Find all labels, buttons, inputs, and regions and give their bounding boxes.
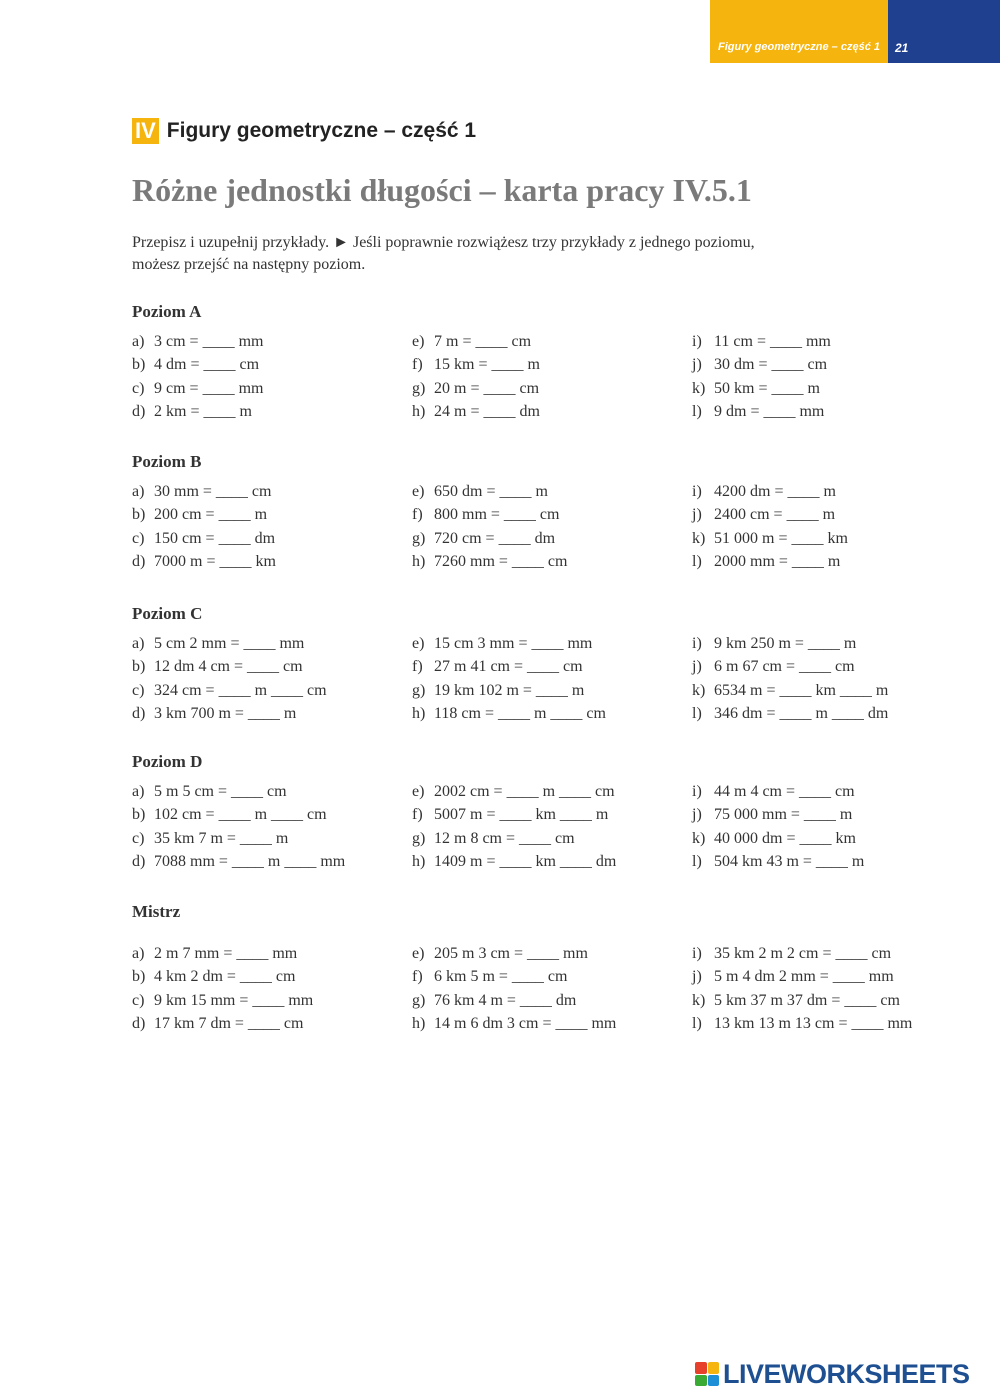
exercise-label: l) bbox=[692, 553, 702, 571]
exercise-text: 5 m 4 dm 2 mm = ____ mm bbox=[714, 968, 894, 986]
exercise-text: 15 km = ____ m bbox=[434, 356, 540, 374]
exercise-item bbox=[412, 503, 567, 526]
exercise-label: f) bbox=[412, 356, 423, 374]
exercise-text: 40 000 dm = ____ km bbox=[714, 829, 856, 847]
exercise-item bbox=[692, 655, 888, 678]
exercise-item bbox=[692, 850, 864, 873]
exercise-column bbox=[132, 330, 263, 424]
page-number: 21 bbox=[895, 41, 909, 55]
exercise-label: h) bbox=[412, 705, 426, 723]
exercise-text: 7 m = ____ cm bbox=[434, 333, 532, 350]
instruction-line-1: Przepisz i uzupełnij przykłady. ► Jeśli poprawnie rozwiążesz trzy przykłady z jednego poziomu, bbox=[132, 234, 755, 251]
exercise-label: k) bbox=[692, 529, 706, 547]
exercise-item bbox=[132, 1012, 313, 1035]
exercise-item bbox=[692, 702, 888, 725]
exercise-item bbox=[412, 780, 616, 803]
exercise-text: 2002 cm = ____ m ____ cm bbox=[434, 783, 615, 800]
exercise-label: i) bbox=[692, 333, 702, 350]
exercise-item bbox=[132, 989, 313, 1012]
exercise-item bbox=[132, 527, 276, 550]
header-yellow-band bbox=[710, 0, 888, 63]
exercise-item bbox=[692, 780, 864, 803]
exercise-label: j) bbox=[692, 658, 702, 676]
exercise-text: 30 mm = ____ cm bbox=[154, 483, 272, 500]
exercise-label: l) bbox=[692, 1015, 702, 1033]
exercise-item bbox=[132, 400, 263, 423]
exercise-item bbox=[412, 1012, 616, 1035]
exercise-item bbox=[412, 702, 606, 725]
exercise-text: 5007 m = ____ km ____ m bbox=[434, 806, 609, 824]
exercise-text: 44 m 4 cm = ____ cm bbox=[714, 783, 855, 800]
level-section bbox=[132, 900, 952, 1042]
exercise-text: 30 dm = ____ cm bbox=[714, 356, 828, 374]
exercise-label: e) bbox=[412, 333, 425, 350]
level-title: Poziom B bbox=[132, 452, 202, 471]
instruction-line-2: możesz przejść na następny poziom. bbox=[132, 256, 366, 273]
exercise-text: 150 cm = ____ dm bbox=[154, 529, 276, 547]
exercise-item bbox=[132, 827, 345, 850]
exercise-text: 102 cm = ____ m ____ cm bbox=[154, 806, 327, 824]
exercise-text: 324 cm = ____ m ____ cm bbox=[154, 681, 327, 699]
exercise-item bbox=[692, 330, 831, 353]
exercise-text: 2 km = ____ m bbox=[154, 403, 252, 421]
exercise-label: e) bbox=[412, 483, 425, 500]
exercise-label: e) bbox=[412, 945, 425, 962]
exercise-label: j) bbox=[692, 968, 702, 986]
exercise-text: 4 km 2 dm = ____ cm bbox=[154, 968, 296, 986]
level-section bbox=[132, 750, 952, 880]
exercise-column bbox=[412, 780, 616, 874]
exercise-text: 9 km 250 m = ____ m bbox=[714, 635, 857, 652]
exercise-label: d) bbox=[132, 853, 146, 871]
exercise-text: 1409 m = ____ km ____ dm bbox=[434, 853, 617, 871]
exercise-item bbox=[132, 803, 345, 826]
exercise-text: 5 km 37 m 37 dm = ____ cm bbox=[714, 991, 900, 1009]
exercise-label: k) bbox=[692, 681, 706, 699]
exercise-label: i) bbox=[692, 483, 702, 500]
exercise-text: 4 dm = ____ cm bbox=[154, 356, 260, 374]
exercise-text: 720 cm = ____ dm bbox=[434, 529, 556, 547]
exercise-label: h) bbox=[412, 553, 426, 571]
exercise-label: j) bbox=[692, 356, 702, 374]
exercise-item bbox=[412, 965, 616, 988]
exercise-text: 17 km 7 dm = ____ cm bbox=[154, 1015, 304, 1033]
exercise-label: f) bbox=[412, 506, 423, 524]
exercise-text: 2000 mm = ____ m bbox=[714, 553, 841, 571]
exercise-label: f) bbox=[412, 806, 423, 824]
exercise-text: 3 km 700 m = ____ m bbox=[154, 705, 297, 723]
exercise-item bbox=[692, 480, 848, 503]
exercise-label: e) bbox=[412, 635, 425, 652]
exercise-text: 5 cm 2 mm = ____ mm bbox=[154, 635, 305, 652]
exercise-label: i) bbox=[692, 945, 702, 962]
exercise-column bbox=[132, 780, 345, 874]
page-title: Różne jednostki długości – karta pracy IV.5.1 bbox=[132, 172, 752, 208]
exercise-item bbox=[132, 353, 263, 376]
exercise-item bbox=[692, 1012, 912, 1035]
exercise-label: g) bbox=[412, 379, 426, 397]
exercise-text: 51 000 m = ____ km bbox=[714, 529, 848, 547]
exercise-column bbox=[412, 942, 616, 1036]
exercise-label: a) bbox=[132, 945, 145, 962]
exercise-text: 50 km = ____ m bbox=[714, 379, 820, 397]
chapter-title: Figury geometryczne – część 1 bbox=[166, 119, 477, 142]
exercise-label: g) bbox=[412, 991, 426, 1009]
exercise-label: f) bbox=[412, 968, 423, 986]
exercise-label: j) bbox=[692, 806, 702, 824]
liveworksheets-logo bbox=[695, 1359, 970, 1389]
exercise-item bbox=[132, 503, 276, 526]
exercise-item bbox=[412, 989, 616, 1012]
exercise-column bbox=[692, 780, 864, 874]
exercise-label: k) bbox=[692, 991, 706, 1009]
exercise-text: 12 m 8 cm = ____ cm bbox=[434, 829, 575, 847]
exercise-item bbox=[692, 632, 888, 655]
exercise-text: 6 m 67 cm = ____ cm bbox=[714, 658, 855, 676]
exercise-text: 346 dm = ____ m ____ dm bbox=[714, 705, 889, 723]
exercise-label: e) bbox=[412, 783, 425, 800]
level-section bbox=[132, 300, 952, 430]
exercise-text: 9 cm = ____ mm bbox=[154, 379, 264, 397]
level-title: Mistrz bbox=[132, 902, 181, 921]
exercise-item bbox=[132, 679, 327, 702]
exercise-item bbox=[132, 377, 263, 400]
exercise-item bbox=[132, 550, 276, 573]
exercise-item bbox=[692, 550, 848, 573]
exercise-item bbox=[692, 377, 831, 400]
exercise-label: b) bbox=[132, 806, 146, 824]
exercise-label: f) bbox=[412, 658, 423, 676]
exercise-text: 15 cm 3 mm = ____ mm bbox=[434, 635, 593, 652]
chapter-badge: IV bbox=[132, 118, 159, 144]
exercise-item bbox=[692, 942, 912, 965]
running-title: Figury geometryczne – część 1 bbox=[717, 41, 880, 53]
exercise-item bbox=[132, 850, 345, 873]
exercise-item bbox=[132, 632, 327, 655]
exercise-label: b) bbox=[132, 968, 146, 986]
exercise-label: h) bbox=[412, 853, 426, 871]
exercise-column bbox=[692, 632, 888, 726]
exercise-label: c) bbox=[132, 681, 145, 699]
exercise-text: 9 km 15 mm = ____ mm bbox=[154, 991, 314, 1009]
exercise-label: d) bbox=[132, 553, 146, 571]
exercise-text: 2400 cm = ____ m bbox=[714, 506, 836, 524]
exercise-text: 14 m 6 dm 3 cm = ____ mm bbox=[434, 1015, 617, 1033]
exercise-label: l) bbox=[692, 853, 702, 871]
exercise-column bbox=[132, 480, 276, 574]
exercise-label: i) bbox=[692, 783, 702, 800]
exercise-item bbox=[412, 353, 540, 376]
exercise-item bbox=[692, 503, 848, 526]
exercise-item bbox=[412, 550, 567, 573]
level-section bbox=[132, 602, 952, 732]
exercise-item bbox=[412, 942, 616, 965]
exercise-label: g) bbox=[412, 529, 426, 547]
exercise-item bbox=[412, 527, 567, 550]
exercise-item bbox=[412, 827, 616, 850]
exercise-label: k) bbox=[692, 379, 706, 397]
exercise-label: a) bbox=[132, 333, 145, 350]
exercise-text: 13 km 13 m 13 cm = ____ mm bbox=[714, 1015, 913, 1033]
exercise-text: 6534 m = ____ km ____ m bbox=[714, 681, 889, 699]
exercise-item bbox=[132, 702, 327, 725]
logo-mark-icon bbox=[695, 1362, 719, 1386]
exercise-column bbox=[132, 632, 327, 726]
exercise-text: 11 cm = ____ mm bbox=[714, 333, 831, 350]
exercise-item bbox=[132, 480, 276, 503]
exercise-item bbox=[412, 679, 606, 702]
exercise-text: 27 m 41 cm = ____ cm bbox=[434, 658, 583, 676]
exercise-text: 200 cm = ____ m bbox=[154, 506, 268, 524]
exercise-label: g) bbox=[412, 829, 426, 847]
exercise-column bbox=[692, 330, 831, 424]
exercise-item bbox=[132, 330, 263, 353]
exercise-text: 76 km 4 m = ____ dm bbox=[434, 991, 577, 1009]
exercise-column bbox=[412, 632, 606, 726]
exercise-label: b) bbox=[132, 506, 146, 524]
exercise-label: c) bbox=[132, 829, 145, 847]
exercise-text: 3 cm = ____ mm bbox=[154, 333, 264, 350]
exercise-label: l) bbox=[692, 403, 702, 421]
level-title: Poziom A bbox=[132, 302, 202, 321]
exercise-text: 75 000 mm = ____ m bbox=[714, 806, 853, 824]
exercise-label: c) bbox=[132, 529, 145, 547]
exercise-item bbox=[412, 655, 606, 678]
exercise-label: d) bbox=[132, 403, 146, 421]
exercise-text: 118 cm = ____ m ____ cm bbox=[434, 705, 606, 723]
exercise-item bbox=[692, 965, 912, 988]
exercise-text: 2 m 7 mm = ____ mm bbox=[154, 945, 298, 962]
exercise-item bbox=[412, 803, 616, 826]
exercise-item bbox=[412, 377, 540, 400]
exercise-text: 24 m = ____ dm bbox=[434, 403, 540, 421]
exercise-text: 7260 mm = ____ cm bbox=[434, 553, 568, 571]
exercise-text: 9 dm = ____ mm bbox=[714, 403, 825, 421]
exercise-text: 504 km 43 m = ____ m bbox=[714, 853, 865, 871]
exercise-label: g) bbox=[412, 681, 426, 699]
exercise-item bbox=[412, 850, 616, 873]
chapter-heading bbox=[132, 116, 476, 146]
exercise-text: 205 m 3 cm = ____ mm bbox=[434, 945, 588, 962]
exercise-label: h) bbox=[412, 403, 426, 421]
level-section bbox=[132, 450, 952, 580]
exercise-item bbox=[132, 942, 313, 965]
exercise-text: 20 m = ____ cm bbox=[434, 379, 540, 397]
exercise-text: 12 dm 4 cm = ____ cm bbox=[154, 658, 303, 676]
exercise-item bbox=[692, 803, 864, 826]
exercise-label: d) bbox=[132, 705, 146, 723]
exercise-item bbox=[412, 400, 540, 423]
exercise-item bbox=[412, 480, 567, 503]
exercise-item bbox=[132, 780, 345, 803]
exercise-item bbox=[692, 679, 888, 702]
exercise-label: i) bbox=[692, 635, 702, 652]
exercise-item bbox=[412, 330, 540, 353]
exercise-label: l) bbox=[692, 705, 702, 723]
exercise-item bbox=[412, 632, 606, 655]
exercise-column bbox=[692, 942, 912, 1036]
exercise-column bbox=[412, 480, 567, 574]
exercise-label: h) bbox=[412, 1015, 426, 1033]
exercise-item bbox=[692, 527, 848, 550]
exercise-text: 35 km 7 m = ____ m bbox=[154, 829, 289, 847]
exercise-text: 35 km 2 m 2 cm = ____ cm bbox=[714, 945, 892, 962]
exercise-text: 6 km 5 m = ____ cm bbox=[434, 968, 568, 986]
header-blue-band bbox=[888, 0, 1000, 63]
logo-text: LIVEWORKSHEETS bbox=[723, 1358, 970, 1389]
exercise-label: d) bbox=[132, 1015, 146, 1033]
exercise-column bbox=[412, 330, 540, 424]
exercise-text: 5 m 5 cm = ____ cm bbox=[154, 783, 287, 800]
exercise-item bbox=[692, 353, 831, 376]
exercise-label: a) bbox=[132, 483, 145, 500]
exercise-label: a) bbox=[132, 783, 145, 800]
exercise-item bbox=[692, 827, 864, 850]
exercise-item bbox=[692, 400, 831, 423]
exercise-text: 7088 mm = ____ m ____ mm bbox=[154, 853, 346, 871]
exercise-label: c) bbox=[132, 379, 145, 397]
exercise-label: b) bbox=[132, 356, 146, 374]
exercise-item bbox=[692, 989, 912, 1012]
exercise-label: c) bbox=[132, 991, 145, 1009]
exercise-label: k) bbox=[692, 829, 706, 847]
exercise-text: 7000 m = ____ km bbox=[154, 553, 276, 571]
instruction bbox=[132, 232, 922, 276]
exercise-item bbox=[132, 655, 327, 678]
exercise-column bbox=[692, 480, 848, 574]
level-title: Poziom C bbox=[132, 604, 203, 623]
exercise-label: a) bbox=[132, 635, 145, 652]
exercise-item bbox=[132, 965, 313, 988]
exercise-text: 650 dm = ____ m bbox=[434, 483, 548, 500]
exercise-text: 19 km 102 m = ____ m bbox=[434, 681, 585, 699]
exercise-label: b) bbox=[132, 658, 146, 676]
exercise-label: j) bbox=[692, 506, 702, 524]
exercise-text: 800 mm = ____ cm bbox=[434, 506, 560, 524]
exercise-text: 4200 dm = ____ m bbox=[714, 483, 836, 500]
exercise-column bbox=[132, 942, 313, 1036]
level-title: Poziom D bbox=[132, 752, 203, 771]
